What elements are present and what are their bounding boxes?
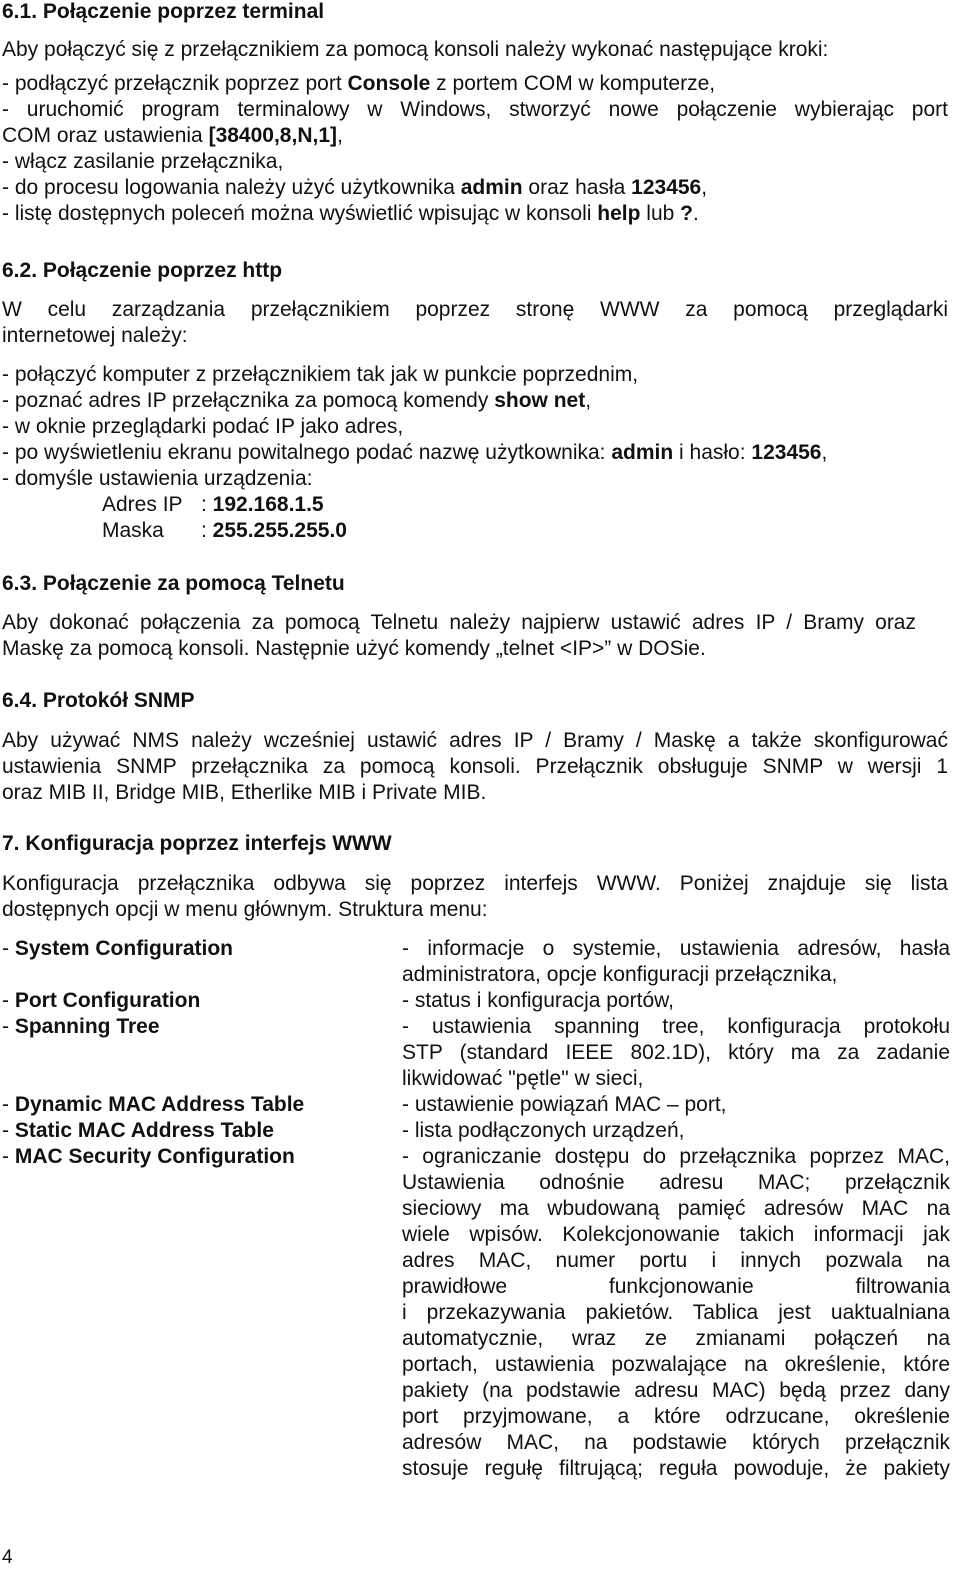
list-item: - domyśle ustawienia urządzenia: <box>2 467 313 490</box>
menu-description: automatycznie, wraz ze zmianami połączeń na <box>402 1327 950 1350</box>
section-heading-6-1: 6.1. Połączenie poprzez terminal <box>2 0 325 23</box>
list-item: - do procesu logowania należy użyć użytkownika admin oraz hasła 123456, <box>2 176 708 199</box>
menu-description: prawidłowe funkcjonowanie filtrowania <box>402 1275 950 1298</box>
menu-description: administratora, opcje konfiguracji przełącznika, <box>402 963 838 986</box>
menu-description: i przekazywania pakietów. Tablica jest uaktualniana <box>402 1301 950 1324</box>
menu-description: - informacje o systemie, ustawienia adresów, hasła <box>402 937 950 960</box>
menu-description: sieciowy ma wbudowaną pamięć adresów MAC na <box>402 1197 950 1220</box>
menu-item-spanning-tree: - Spanning Tree <box>2 1015 160 1038</box>
menu-description: - ustawienie powiązań MAC – port, <box>402 1093 727 1116</box>
paragraph: internetowej należy: <box>2 324 188 347</box>
page-number: 4 <box>2 1547 13 1568</box>
menu-description: wiele wpisów. Kolekcjonowanie takich informacji jak <box>402 1223 950 1246</box>
paragraph: Aby połączyć się z przełącznikiem za pomocą konsoli należy wykonać następujące kroki: <box>2 38 829 61</box>
menu-description: stosuje regułę filtrującą; reguła powoduje, że pakiety <box>402 1457 950 1480</box>
paragraph: W celu zarządzania przełącznikiem poprzez stronę WWW za pomocą przeglądarki <box>2 298 948 321</box>
menu-item-port-configuration: - Port Configuration <box>2 989 201 1012</box>
paragraph: Konfiguracja przełącznika odbywa się poprzez interfejs WWW. Poniżej znajduje się lista <box>2 872 948 895</box>
menu-description: - ustawienia spanning tree, konfiguracja protokołu <box>402 1015 950 1038</box>
menu-description: adres MAC, numer portu i innych pozwala na <box>402 1249 950 1272</box>
ip-value: : 192.168.1.5 <box>201 493 324 516</box>
paragraph: oraz MIB II, Bridge MIB, Etherlike MIB i Private MIB. <box>2 781 487 804</box>
menu-description: likwidować "pętle" w sieci, <box>402 1067 644 1090</box>
ip-label: Adres IP <box>102 493 183 516</box>
list-item: - poznać adres IP przełącznika za pomocą komendy show net, <box>2 389 592 412</box>
paragraph: Aby dokonać połączenia za pomocą Telnetu należy najpierw ustawić adres IP / Bramy oraz <box>2 611 916 634</box>
list-item: COM oraz ustawienia [38400,8,N,1], <box>2 124 343 147</box>
menu-item-dynamic-mac: - Dynamic MAC Address Table <box>2 1093 305 1116</box>
section-heading-6-3: 6.3. Połączenie za pomocą Telnetu <box>2 572 345 595</box>
paragraph: Maskę za pomocą konsoli. Następnie użyć komendy „telnet <IP>” w DOSie. <box>2 637 706 660</box>
paragraph: Aby używać NMS należy wcześniej ustawić adres IP / Bramy / Maskę a także skonfigurować <box>2 729 948 752</box>
menu-description: - status i konfiguracja portów, <box>402 989 674 1012</box>
list-item: - listę dostępnych poleceń można wyświetlić wpisując w konsoli help lub ?. <box>2 202 699 225</box>
paragraph: ustawienia SNMP przełącznika za pomocą konsoli. Przełącznik obsługuje SNMP w wersji 1 <box>2 755 948 778</box>
menu-item-mac-security: - MAC Security Configuration <box>2 1145 295 1168</box>
list-item: - podłączyć przełącznik poprzez port Console z portem COM w komputerze, <box>2 72 716 95</box>
menu-description: STP (standard IEEE 802.1D), który ma za zadanie <box>402 1041 950 1064</box>
list-item: - w oknie przeglądarki podać IP jako adres, <box>2 415 404 438</box>
list-item: - włącz zasilanie przełącznika, <box>2 150 284 173</box>
list-item: - uruchomić program terminalowy w Windows, stworzyć nowe połączenie wybierając port <box>2 98 948 121</box>
menu-description: portach, ustawienia pozwalające na określenie, które <box>402 1353 950 1376</box>
section-heading-6-2: 6.2. Połączenie poprzez http <box>2 259 283 282</box>
menu-description: port przyjmowane, a które odrzucane, określenie <box>402 1405 950 1428</box>
section-heading-6-4: 6.4. Protokół SNMP <box>2 689 195 712</box>
section-heading-7: 7. Konfiguracja poprzez interfejs WWW <box>2 832 392 855</box>
mask-value: : 255.255.255.0 <box>201 519 347 542</box>
paragraph: dostępnych opcji w menu głównym. Struktura menu: <box>2 898 488 921</box>
menu-description: - ograniczanie dostępu do przełącznika poprzez MAC, <box>402 1145 950 1168</box>
list-item: - po wyświetleniu ekranu powitalnego podać nazwę użytkownika: admin i hasło: 123456, <box>2 441 828 464</box>
menu-description: pakiety (na podstawie adresu MAC) będą przez dany <box>402 1379 950 1402</box>
mask-label: Maska <box>102 519 164 542</box>
menu-description: Ustawienia odnośnie adresu MAC; przełącznik <box>402 1171 950 1194</box>
menu-description: adresów MAC, na podstawie których przełącznik <box>402 1431 950 1454</box>
menu-description: - lista podłączonych urządzeń, <box>402 1119 685 1142</box>
menu-item-system-configuration: - System Configuration <box>2 937 234 960</box>
menu-item-static-mac: - Static MAC Address Table <box>2 1119 274 1142</box>
list-item: - połączyć komputer z przełącznikiem tak jak w punkcie poprzednim, <box>2 363 639 386</box>
